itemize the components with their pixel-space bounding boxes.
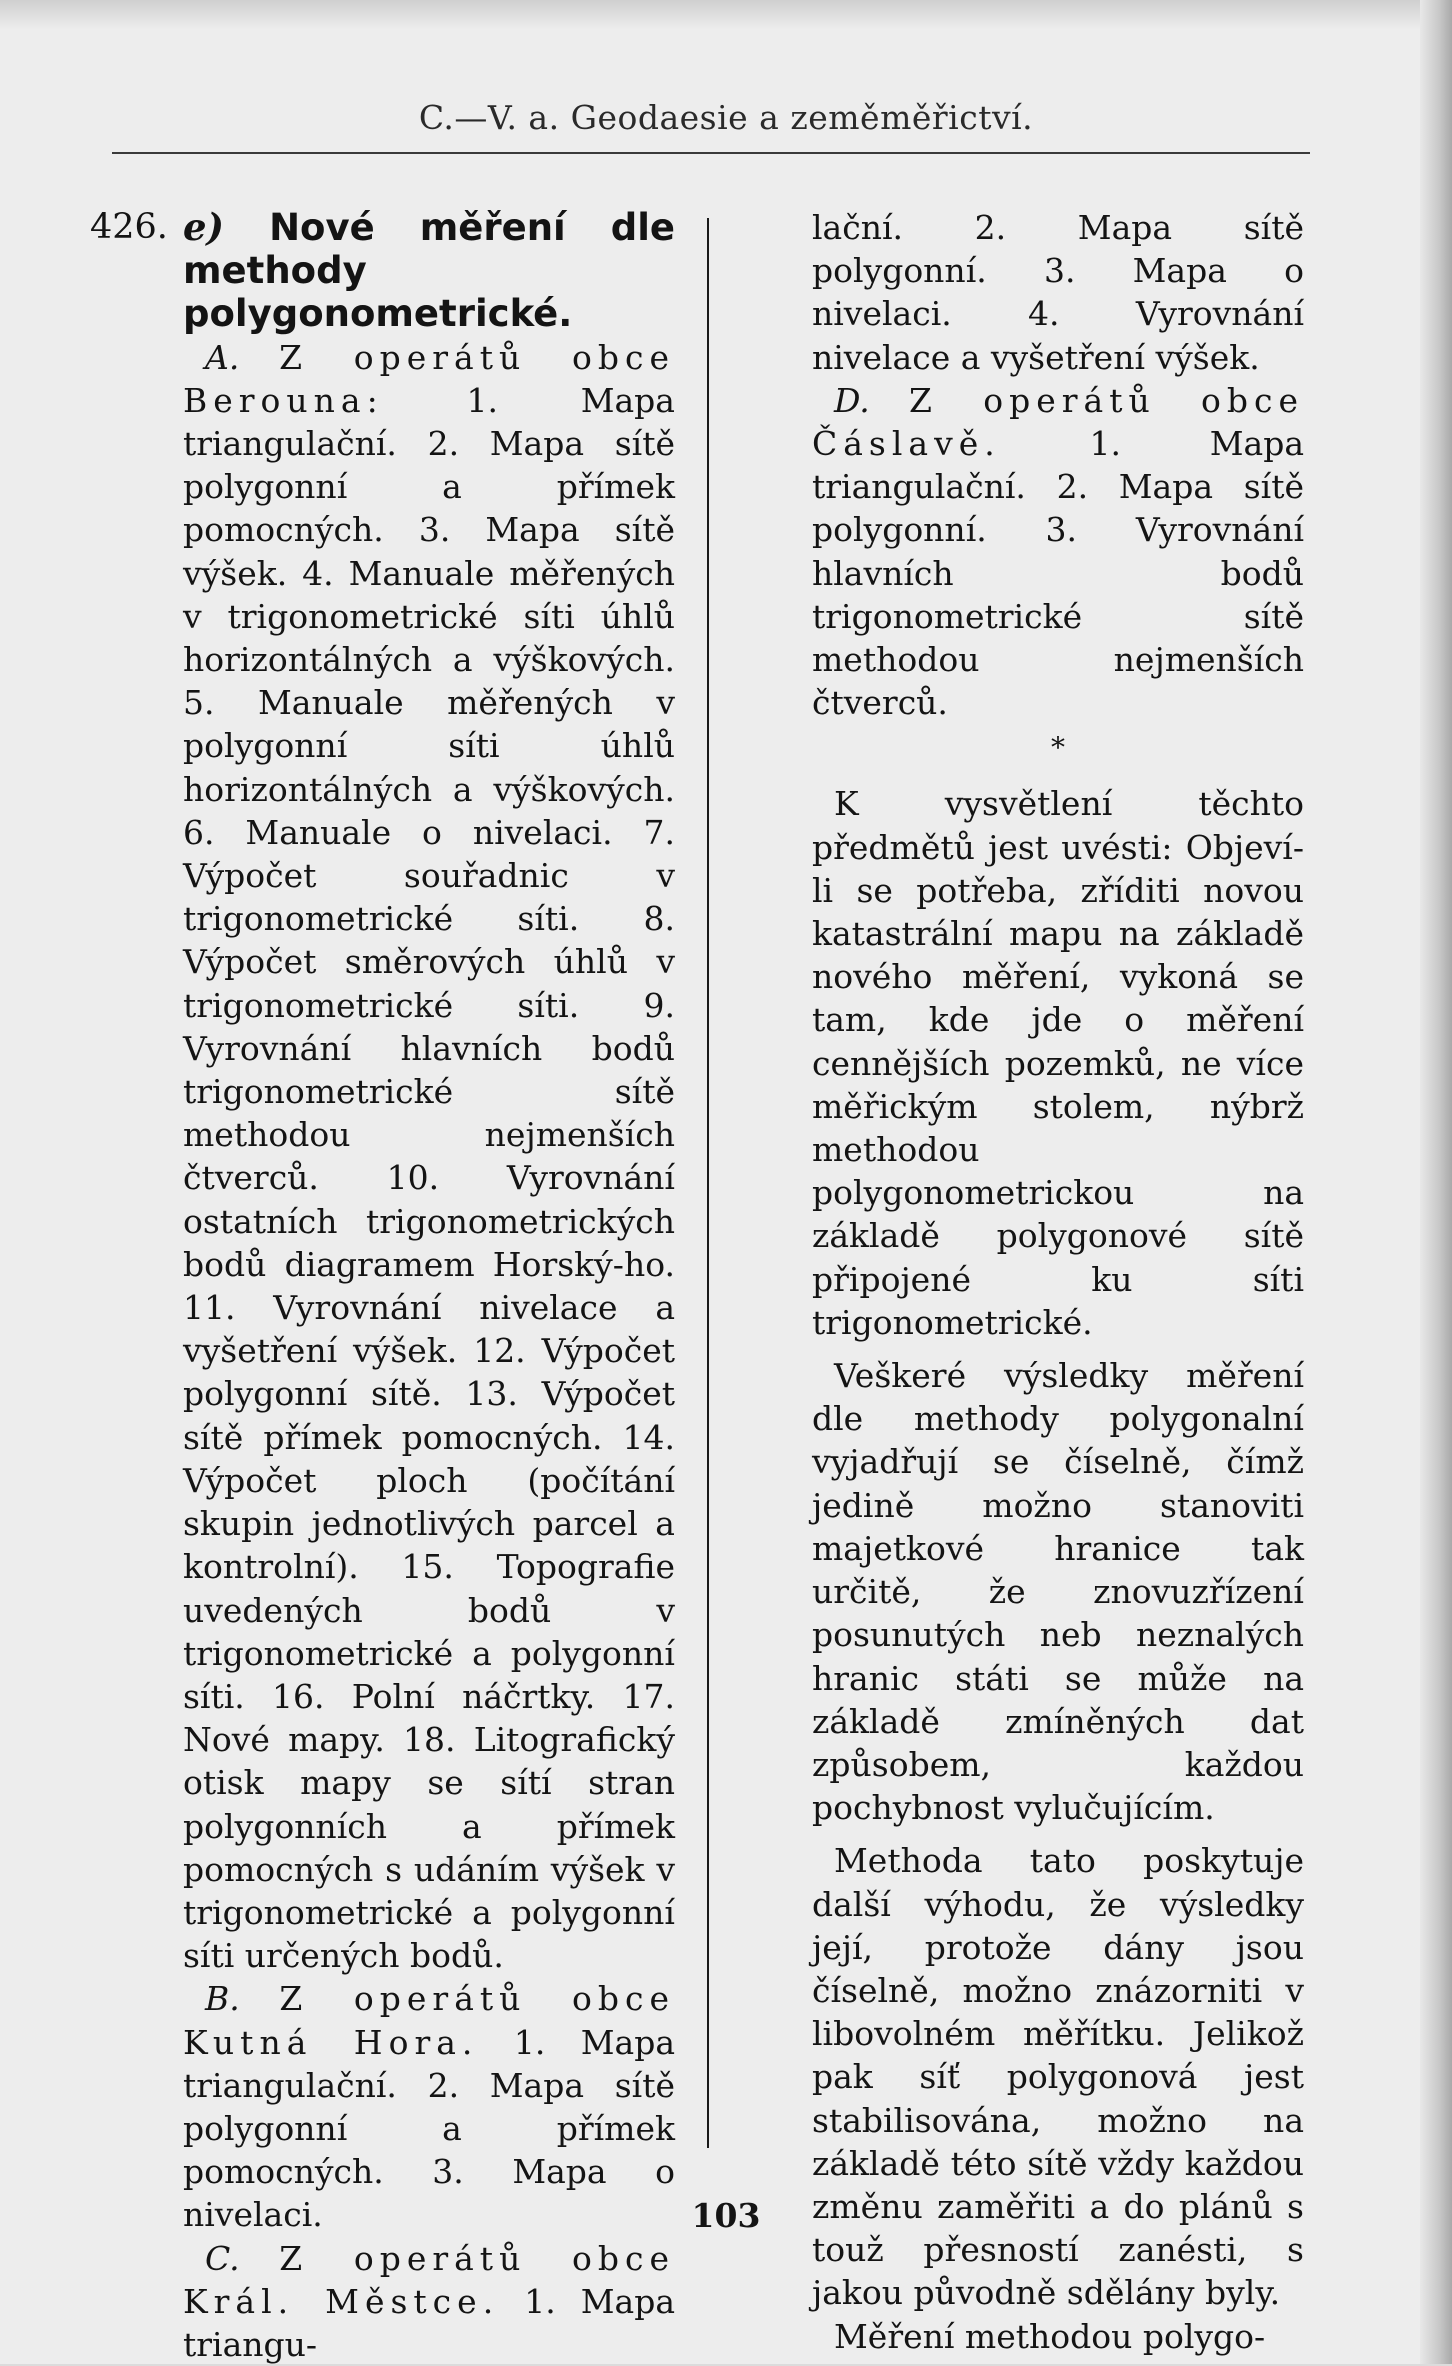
section-a [183, 336, 675, 1978]
right-column [812, 206, 1304, 2358]
column-rule [707, 218, 709, 2148]
section-c-source: Z operátů obce Král. Městce. [183, 2238, 675, 2321]
left-column [183, 206, 675, 2366]
paragraph-4: Měření methodou polygo- [834, 2316, 1266, 2356]
section-separator: * [1051, 731, 1065, 765]
section-c-text-left: 1. Mapa triangu- [183, 2281, 675, 2364]
page-number: 103 [691, 2196, 761, 2235]
spacer [812, 1344, 1304, 1354]
entry-number: 426. [90, 207, 168, 247]
section-c-label: C. [205, 2238, 240, 2278]
section-a-source: Z operátů obce Berouna: [183, 337, 675, 420]
header-rule [112, 152, 1310, 154]
section-b-source: Z operátů obce Kutná Hora. [183, 1979, 675, 2062]
spacer [812, 772, 1304, 782]
page-top-shadow [0, 0, 1452, 30]
section-d-source: Z operátů obce Čáslavě. [812, 380, 1304, 464]
page-binding-shadow [1420, 0, 1452, 2364]
entry-title-text: Nové měření dle methody polygonometrické. [183, 206, 675, 336]
section-a-text: 1. Mapa triangulační. 2. Mapa sítě polygonní a přímek pomocných. 3. Mapa sítě výšek. 4. Manuale měřených v trigonometrické síti úhlů horizontálných a výškových. 5. Manuale měřených v polygonní síti úhlů horizontálných a výškových. 6. Manuale o nivelaci. 7. Výpočet souřadnic v trigonometrické síti. 8. Výpočet směrových úhlů v trigonometrické síti. 9. Vyrovnání hlavních bodů trigonometrické sítě methodou nejmenších čtverců. 10. Vyrovnání ostatních trigonometrických bodů diagramem Horský-ho. 11. Vyrovnání nivelace a vyšetření výšek. 12. Výpočet polygonní sítě. 13. Výpočet sítě přímek pomocných. 14. Výpočet ploch (počítání skupin jednotlivých parcel a kontrolní). 15. Topografie uvedených bodů v trigonometrické a polygonní síti. 16. Polní náčrtky. 17. Nové mapy. 18. Litografický otisk mapy se sítí stran polygonních a přímek pomocných s udáním výšek v trigonometrické a polygonní síti určených bodů. [183, 380, 675, 1976]
section-c-continued: lační. 2. Mapa sítě polygonní. 3. Mapa o nivelaci. 4. Vyrovnání nivelace a vyšetření výšek. [812, 208, 1304, 377]
section-d-text: 1. Mapa triangulační. 2. Mapa sítě polygonní. 3. Vyrovnání hlavních bodů trigonometrické sítě methodou nejmenších čtverců. [812, 424, 1304, 723]
section-b-text: 1. Mapa triangulační. 2. Mapa sítě polygonní a přímek pomocných. 3. Mapa o nivelaci. [183, 2022, 675, 2235]
spacer [812, 1829, 1304, 1839]
section-d-label: D. [834, 380, 870, 420]
paragraph-2: Veškeré výsledky měření dle methody polygonalní vyjadřují se číselně, čímž jedině možno stanoviti majetkové hranice tak určitě, že znovuzřízení posunutých neb neznalých hranic státi se může na základě zmíněných dat způsobem, každou pochybnost vylučujícím. [812, 1356, 1304, 1828]
section-b-label: B. [205, 1979, 240, 2019]
running-header: C.—V. a. Geodaesie a zeměměřictví. [418, 98, 1034, 137]
entry-letter: e) [183, 205, 225, 249]
entry-title [183, 206, 675, 336]
section-c [183, 2237, 675, 2366]
paragraph-3: Methoda tato poskytuje další výhodu, že výsledky její, protože dány jsou číselně, možno znázorniti v libovolném měřítku. Jelikož pak síť polygonová jest stabilisována, možno na základě této sítě vždy každou změnu zaměřiti a do plánů s touž přesností zanésti, s jakou původně sdělány byly. [812, 1841, 1304, 2313]
section-a-label: A. [205, 337, 240, 377]
section-d [812, 379, 1304, 725]
paragraph-1: K vysvětlení těchto předmětů jest uvésti: Objeví-li se potřeba, zříditi novou katastrální mapu na základě nového měření, vykoná se tam, kde jde o měření cennějších pozemků, ne více měřickým stolem, nýbrž methodou polygonometrickou na základě polygonové sítě připojené ku síti trigonometrické. [812, 784, 1304, 1342]
